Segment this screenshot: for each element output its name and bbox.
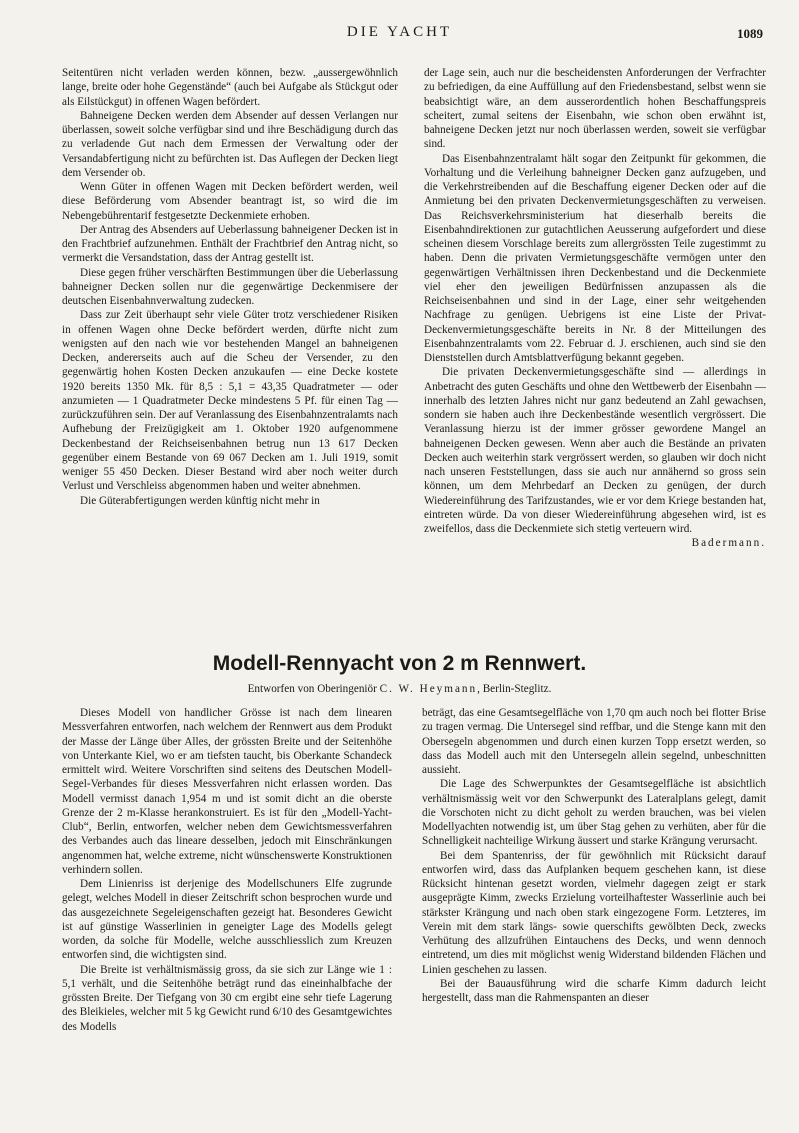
paragraph: Bei der Bauausführung wird die scharfe Kimm dadurch leicht hergestellt, dass man die Rahmenspanten an dieser	[422, 977, 766, 1004]
paragraph: Seitentüren nicht verladen werden können, bezw. „aussergewöhnlich lange, breite oder hohe Gegenstände“ (auch bei Aufgabe als Stückgut oder als Eilstückgut) in offenen Wagen befördert.	[62, 67, 398, 108]
paragraph: Die Güterabfertigungen werden künftig nicht mehr in	[80, 494, 320, 507]
paragraph: Dieses Modell von handlicher Grösse ist nach dem linearen Messverfahren entworfen, nach welchem der Rennwert aus dem Produkt der Masse der Länge über Alles, der grössten Breite und der Seitenhöhe von Unterkante Kiel, wo er am tiefsten taucht, bis Oberkante Schandeck ermittelt wird. Weitere Vorschriften sind seitens des Deutschen Modell-Segel-Verbandes für dieses Messverfahren nicht erlassen worden. Das Modell vermisst danach 1,954 m und ist somit dicht an die oberste Grenze der 2 m-Klasse herankonstruiert. Es ist für den „Modell-Yacht-Club“, Berlin, entworfen, welcher neben dem Gewichtsmessverfahren des Verbandes auch das lineare desselben, jedoch mit Einschränkungen angenommen hat, welche extreme, nicht wünschenswerte Konstruktionen verhindern sollen.	[62, 707, 392, 876]
running-head: DIE YACHT	[346, 24, 453, 40]
paragraph: Die privaten Deckenvermietungsgeschäfte sind — allerdings in Anbetracht des guten Geschäfts und ohne den Wettbewerb der Eisenbahn — innerhalb des letzten Jahres nicht nur ganz bedeutend an Zahl gewachsen, sondern sie haben auch ihre Deckenbestände wesentlich vergrössert. Die Veranlassung hierzu ist der immer grösser gewordene Mangel an bahneigenen Decken gewesen. Wenn aber auch die Bestände an privaten Decken auch weiterhin stark vergrössert werden, so glauben wir doch nicht nach unseren Feststellungen, dass sie auch nur annähernd so gross sein können, um dem Mehrbedarf an Decken zu genügen, der durch Wiedereinführung des Tarifzustandes, wie er vor dem Kriege bestanden hat, eintreten würde. Da von dieser Wiedereinführung abgesehen wird, ist es zweifellos, dass die Deckenmiete sich stetig verteuern wird.	[424, 366, 766, 535]
paragraph: Bahneigene Decken werden dem Absender auf dessen Verlangen nur überlassen, soweit solche verfügbar sind und ihre Beschädigung durch das zu verladende Gut nach dem Ermessen der Verwaltung oder der Versandabfertigung nicht zu befürchten ist. Das Auflegen der Decken liegt dem Versender ob.	[62, 109, 398, 179]
paragraph: Diese gegen früher verschärften Bestimmungen über die Ueberlassung bahneigner Decken sollen nur die gegenwärtige Deckenmisere der deutschen Eisenbahnverwaltung zudecken.	[62, 266, 398, 307]
upper-article-right-column	[424, 66, 766, 551]
lower-article-left-column	[62, 706, 392, 1034]
byline-place: , Berlin-Steglitz.	[477, 683, 552, 695]
paragraph: der Lage sein, auch nur die bescheidensten Anforderungen der Verfrachter zu befriedigen, da eine Auffüllung auf den Friedensbestand, selbst wenn sie beabsichtigt wäre, an dem ausserordentlich hohen Beschaffungspreis scheitert, zumal seitens der Eisenbahn, wie schon oben erwähnt ist, bahneigene Decken jetzt nur noch überlassen werden, soweit sie verfügbar sind.	[424, 67, 766, 151]
byline-author: C. W. Heymann	[379, 683, 478, 695]
upper-article-left-column	[62, 66, 398, 508]
paragraph: Bei dem Spantenriss, der für gewöhnlich mit Rücksicht darauf entworfen wird, dass das Aufplanken bequem geschehen kann, ist diese Rücksicht hintenan gesetzt worden, vielmehr dagegen zeigt er stark ausgeprägte Kimm, zwecks Erzielung vorteilhaftester Wasserlinie auch bei stärkster Krängung und nach oben stark eingezogene Form. Letzteres, im Verein mit dem stark längs- sowie querschifts gewölbten Deck, zwecks Verhütung des allzufrühen Eintauchens des Decks, und wenn dennoch eintretend, um dies mit möglichst wenig Widerstand bildenden Flächen und Linien geschehen zu lassen.	[422, 849, 766, 976]
paragraph: Die Breite ist verhältnismässig gross, da sie sich zur Länge wie 1 : 5,1 verhält, und die Seitenhöhe beträgt rund das eineinhalbfache der grössten Breite. Der Tiefgang von 30 cm ergibt eine sehr tiefe Lagerung des Bleikieles, welcher mit 5 kg Gewicht rund 6/10 des Gesamtgewichtes des Modells	[62, 963, 392, 1033]
author-signature: Badermann.	[691, 537, 766, 550]
paragraph: Wenn Güter in offenen Wagen mit Decken befördert werden, weil diese Beförderung vom Absender beantragt ist, so wird die im Nebengebührentarif festgesetzte Deckenmiete erhoben.	[62, 181, 398, 222]
page-number: 1089	[737, 26, 763, 41]
article-byline	[0, 683, 799, 695]
lower-article-right-column	[422, 706, 766, 1005]
paragraph: Der Antrag des Absenders auf Ueberlassung bahneigener Decken ist in den Frachtbrief aufzunehmen. Enthält der Frachtbrief den Antrag nicht, so vermerkt die Versandstation, dass der Antrag gestellt ist.	[62, 223, 398, 265]
paragraph: Das Eisenbahnzentralamt hält sogar den Zeitpunkt für gekommen, die Vorhaltung und die Verleihung bahneigner Decken ganz aufzugeben, und die Verkehrstreibenden auf die Beschaffung eigener Decken oder auf die Anmietung bei den privaten Deckenvermietungsgeschäften zu verweisen. Das Reichsverkehrsministerium hat dieserhalb bereits die Eisenbahndirektionen zur gutachtlichen Aeusserung aufgefordert und diese scheinen diesem Vorschlage bereits zum allergrössten Teile zugestimmt zu haben. Denn die privaten Vermietungsgeschäfte vermögen unter den gegenwärtigen Verhältnissen ihren Deckenbestand und die Deckenmiete viel eher den jeweiligen Bedürfnissen anzupassen als die Reichseisenbahnen und sind in der Lage, einer sehr weitgehenden Nachfrage zu genügen. Uebrigens ist eine Liste der Privat-Deckenvermietungsgeschäfte bereits in Nr. 8 der Mitteilungen des Eisenbahnzentralamts vom 22. Februar d. J. erschienen, auch sind sie den Dienststellen durch Amtsblattverfügung bekannt gegeben.	[424, 152, 766, 364]
paragraph: beträgt, das eine Gesamtsegelfläche von 1,70 qm auch noch bei flotter Brise zu tragen vermag. Die Untersegel sind reffbar, und die Stenge kann mit den Obersegeln abgenommen und durch einen kurzen Topp ersetzt werden, so dass das Modell auch mit den Untersegeln allein segelnd, unbeschnitten aussieht.	[422, 707, 766, 776]
paragraph: Dem Linienriss ist derjenige des Modellschuners Elfe zugrunde gelegt, welches Modell in dieser Zeitschrift schon besprochen wurde und das ausgezeichnete Segeleigenschaften gezeigt hat. Besonderes Gewicht ist auf günstige Wasserlinien in geneigter Lage des Modells gelegt worden, da solche für Modelle, welche ausschliesslich zum Kreuzen entworfen sind, die wichtigsten sind.	[62, 878, 392, 962]
paragraph: Dass zur Zeit überhaupt sehr viele Güter trotz verschiedener Risiken in offenen Wagen ohne Decke befördert werden, dürfte nicht zum wenigsten auf den nach wie vor bestehenden Mangel an bahneigenen Decken, andererseits auch auf die Scheu der Versender, zu den gegenwärtig hohen Kosten Decken anzukaufen — eine Decke kostete 1920 bereits 1350 Mk. für 8,5 : 5,1 = 43,35 Quadratmeter — oder anzumieten — 1 Quadratmeter Decke mindestens 5 Pf. für einen Tag — zurückzuführen sein. Der auf Veranlassung des Eisenbahnzentralamts nach Aufhebung der Freizügigkeit am 1. Oktober 1920 aufgenommene Deckenbestand der Reichseisenbahnen betrug nun 13 617 Decken gegenüber einem Bestande von 69 067 Decken am 1. Juli 1919, somit weniger 55 450 Decken. Dieser Bestand wird aber noch weiter durch Verlust und Verschleiss abgenommen haben und weiter abnehmen.	[62, 309, 398, 493]
article-title: Modell-Rennyacht von 2 m Rennwert.	[212, 652, 587, 675]
paragraph: Die Lage des Schwerpunktes der Gesamtsegelfläche ist absichtlich verhältnismässig weit vor den Schwerpunkt des Lateralplans gelegt, damit die Vorschoten nicht zu dicht geholt zu werden brauchen, was bei vielen Modellyachten notwendig ist, um über Stag gehen zu verhüten, aber für die Schnelligkeit nachteilige Wirkung äussert und starke Krängung verursacht.	[422, 778, 766, 848]
byline-prefix: Entworfen von Oberingeniör	[247, 683, 377, 695]
